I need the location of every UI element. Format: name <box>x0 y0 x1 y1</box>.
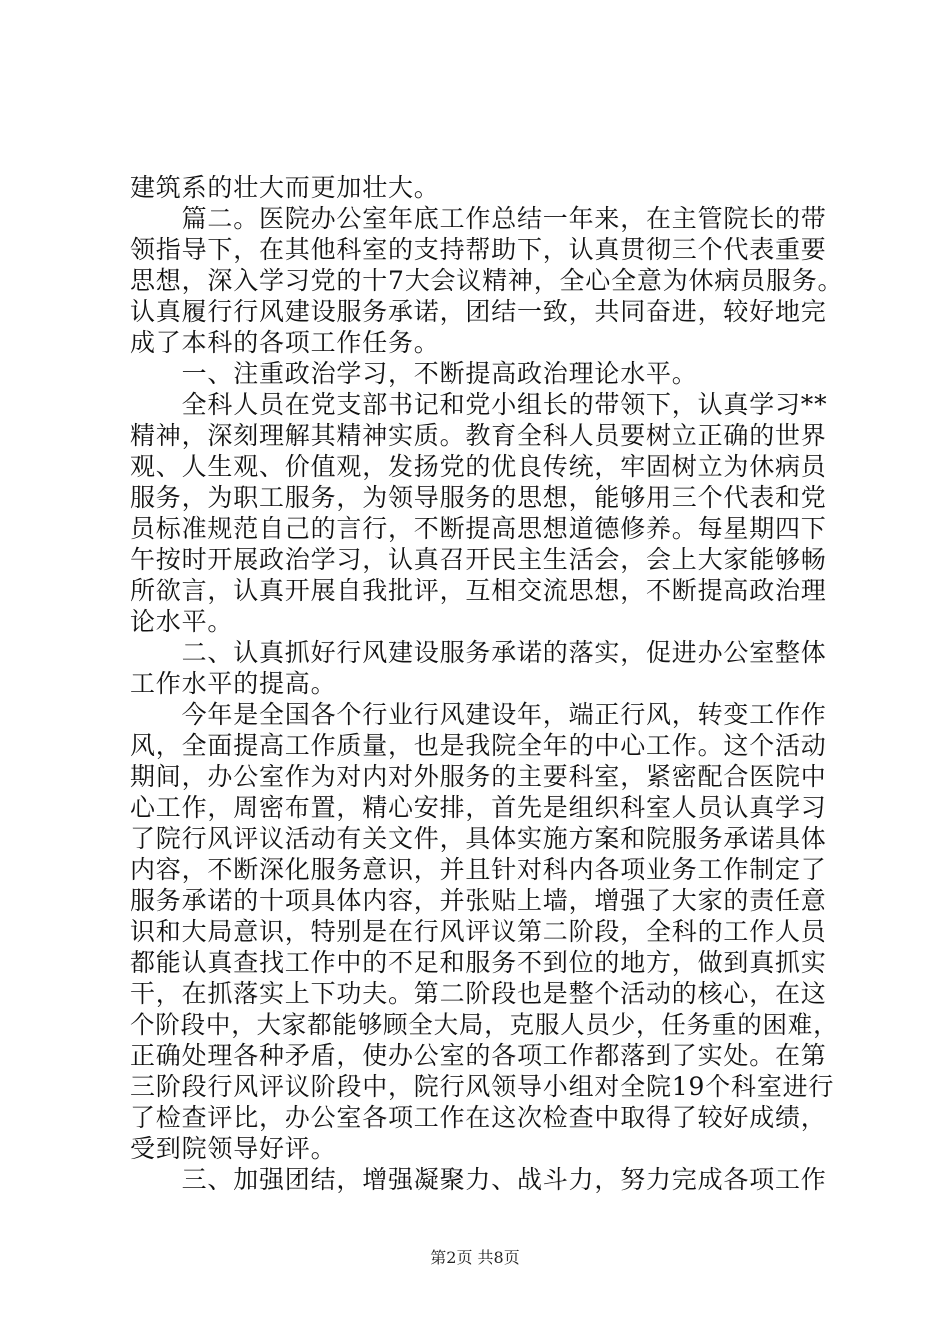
text-line: 论水平。 <box>130 607 234 636</box>
text-line: 观、人生观、价值观，发扬党的优良传统，牢固树立为休病员 <box>130 452 827 481</box>
text-line: 期间，办公室作为对内对外服务的主要科室，紧密配合医院中 <box>130 762 827 791</box>
text-line: 了检查评比，办公室各项工作在这次检查中取得了较好成绩， <box>130 1103 827 1132</box>
text-line: 识和大局意识，特别是在行风评议第二阶段，全科的工作人员 <box>130 917 827 946</box>
page-number-footer: 第2页 共8页 <box>430 1248 520 1267</box>
document-body <box>130 172 850 1195</box>
text-line: 员标准规范自己的言行，不断提高思想道德修养。每星期四下 <box>130 514 827 543</box>
text-line: 正确处理各种矛盾，使办公室的各项工作都落到了实处。在第 <box>130 1041 827 1070</box>
text-line: 午按时开展政治学习，认真召开民主生活会，会上大家能够畅 <box>130 545 827 574</box>
text-line: 全科人员在党支部书记和党小组长的带领下，认真学习** <box>130 390 828 419</box>
text-line: 受到院领导好评。 <box>130 1134 337 1163</box>
text-line: 认真履行行风建设服务承诺，团结一致，共同奋进，较好地完 <box>130 297 827 326</box>
text-line: 思想，深入学习党的十7大会议精神，全心全意为休病员服务。 <box>130 266 844 295</box>
text-line: 了院行风评议活动有关文件，具体实施方案和院服务承诺具体 <box>130 824 827 853</box>
text-line: 领指导下，在其他科室的支持帮助下，认真贯彻三个代表重要 <box>130 235 827 264</box>
text-line: 风，全面提高工作质量，也是我院全年的中心工作。这个活动 <box>130 731 827 760</box>
text-line: 服务承诺的十项具体内容，并张贴上墙，增强了大家的责任意 <box>130 886 827 915</box>
section-heading-2-cont: 工作水平的提高。 <box>130 669 337 698</box>
section-heading-3: 三、加强团结，增强凝聚力、战斗力，努力完成各项工作 <box>130 1165 827 1194</box>
text-line: 内容，不断深化服务意识，并且针对科内各项业务工作制定了 <box>130 855 827 884</box>
text-line: 篇二。医院办公室年底工作总结一年来，在主管院长的带 <box>130 204 827 233</box>
text-line: 精神，深刻理解其精神实质。教育全科人员要树立正确的世界 <box>130 421 827 450</box>
text-line: 个阶段中，大家都能够顾全大局，克服人员少，任务重的困难， <box>130 1010 839 1039</box>
text-line: 干，在抓落实上下功夫。第二阶段也是整个活动的核心，在这 <box>130 979 827 1008</box>
text-line: 建筑系的壮大而更加壮大。 <box>130 173 440 202</box>
section-heading-1: 一、注重政治学习，不断提高政治理论水平。 <box>130 359 698 388</box>
text-line: 三阶段行风评议阶段中，院行风领导小组对全院19个科室进行 <box>130 1072 835 1101</box>
text-line: 成了本科的各项工作任务。 <box>130 328 440 357</box>
text-line: 服务，为职工服务，为领导服务的思想，能够用三个代表和党 <box>130 483 827 512</box>
text-line: 心工作，周密布置，精心安排，首先是组织科室人员认真学习 <box>130 793 827 822</box>
text-line: 都能认真查找工作中的不足和服务不到位的地方，做到真抓实 <box>130 948 827 977</box>
section-heading-2: 二、认真抓好行风建设服务承诺的落实，促进办公室整体 <box>130 638 827 667</box>
text-line: 今年是全国各个行业行风建设年，端正行风，转变工作作 <box>130 700 827 729</box>
text-line: 所欲言，认真开展自我批评，互相交流思想，不断提高政治理 <box>130 576 827 605</box>
